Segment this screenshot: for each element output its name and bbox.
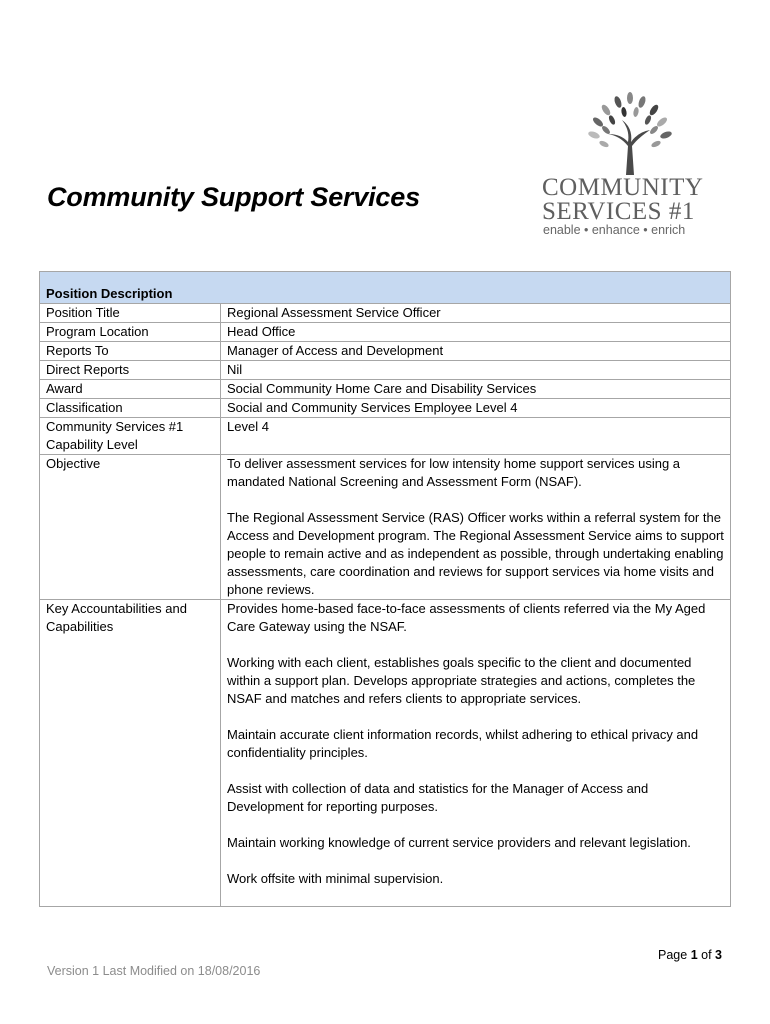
page-number [658, 948, 722, 962]
row-value: Level 4 [221, 418, 731, 455]
table-row [40, 342, 731, 361]
objective-text [221, 455, 731, 600]
table-row [40, 323, 731, 342]
table-row [40, 304, 731, 323]
logo-text-services: SERVICES #1 [542, 198, 695, 225]
accountability-paragraph: Assist with collection of data and statistics for the Manager of Access and Development for reporting purposes. [227, 781, 649, 814]
row-value: Head Office [221, 323, 731, 342]
page-of: of [701, 948, 712, 962]
page-current: 1 [690, 948, 698, 962]
accountability-paragraph: Provides home-based face-to-face assessments of clients referred via the My Aged Care Gateway using the NSAF. [227, 601, 706, 634]
accountability-paragraph: Maintain accurate client information records, whilst adhering to ethical privacy and confidentiality principles. [227, 727, 699, 760]
row-label: Reports To [40, 342, 221, 361]
accountabilities-text [221, 600, 731, 907]
row-label: Classification [40, 399, 221, 418]
row-value: Regional Assessment Service Officer [221, 304, 731, 323]
table-row [40, 380, 731, 399]
table-row [40, 399, 731, 418]
row-value: Social and Community Services Employee Level 4 [221, 399, 731, 418]
row-label: Community Services #1 Capability Level [40, 418, 221, 455]
accountabilities-row [40, 600, 731, 907]
logo-text-community: COMMUNITY [542, 174, 704, 201]
tree-logo-icon [538, 90, 718, 175]
document-title: Community Support Services [47, 182, 420, 212]
page-total: 3 [715, 948, 722, 962]
row-label: Program Location [40, 323, 221, 342]
accountability-paragraph: Working with each client, establishes goals specific to the client and documented within a support plan. Develops appropriate strategies and actions, completes the NSAF and matches and refers clients to appropriate services. [227, 655, 696, 706]
row-label: Direct Reports [40, 361, 221, 380]
page-prefix: Page [658, 948, 688, 962]
objective-paragraph: The Regional Assessment Service (RAS) Officer works within a referral system for the Access and Development program. The Regional Assessment Service aims to support people to remain active and as independent as possible, through undertaking enabling assessments, care coordination and reviews for support services via home visits and phone reviews. [227, 510, 724, 597]
row-value: Social Community Home Care and Disability Services [221, 380, 731, 399]
row-label: Position Title [40, 304, 221, 323]
accountability-paragraph: Maintain working knowledge of current service providers and relevant legislation. [227, 835, 691, 850]
objective-label: Objective [40, 455, 221, 600]
version-footer: Version 1 Last Modified on 18/08/2016 [47, 964, 261, 978]
objective-paragraph: To deliver assessment services for low intensity home support services using a mandated National Screening and Assessment Form (NSAF). [227, 456, 681, 489]
row-value: Manager of Access and Development [221, 342, 731, 361]
table-row [40, 418, 731, 455]
row-value: Nil [221, 361, 731, 380]
community-services-logo [538, 90, 718, 238]
table-header: Position Description [40, 272, 731, 304]
table-row [40, 361, 731, 380]
objective-row [40, 455, 731, 600]
accountability-paragraph: Work offsite with minimal supervision. [227, 871, 444, 886]
row-label: Award [40, 380, 221, 399]
accountabilities-label: Key Accountabilities and Capabilities [40, 600, 221, 907]
position-description-table [39, 271, 731, 907]
logo-tagline: enable • enhance • enrich [543, 223, 686, 237]
table-header-row [40, 272, 731, 304]
